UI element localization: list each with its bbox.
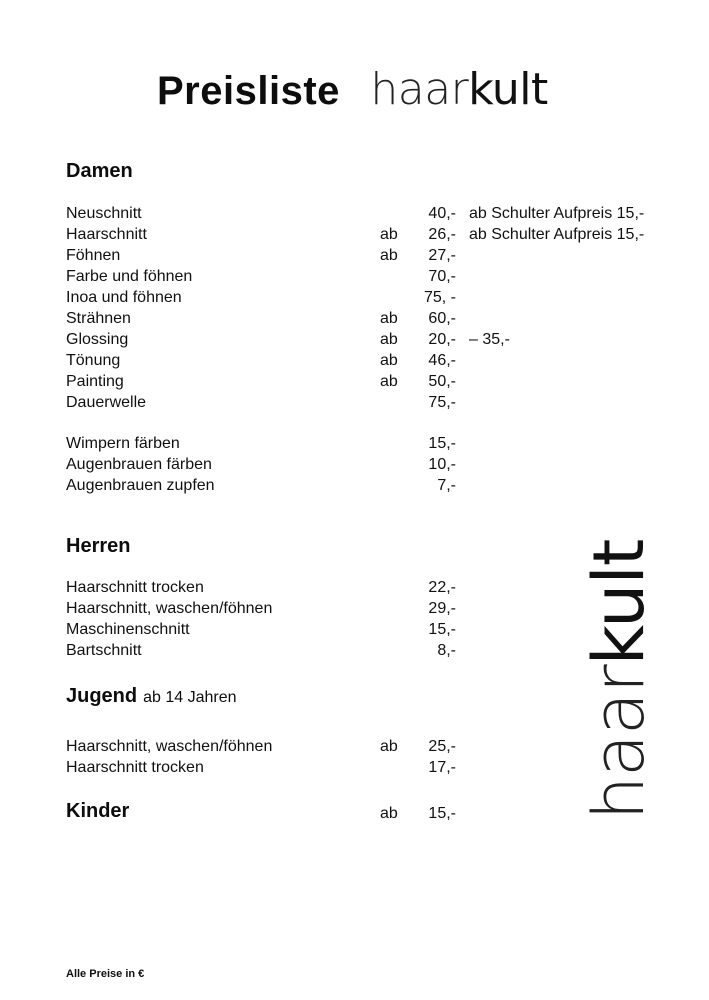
price-value: 25,- <box>428 738 456 755</box>
service-name: Glossing <box>66 331 129 348</box>
price-value: 26,- <box>428 226 456 243</box>
price-prefix: ab <box>380 331 398 348</box>
price-value: 8,- <box>437 642 456 659</box>
price-prefix: ab <box>380 226 398 243</box>
footer-note: Alle Preise in € <box>66 968 145 980</box>
page-header <box>157 64 548 115</box>
price-prefix: ab <box>380 352 398 369</box>
price-row <box>66 245 686 266</box>
service-name: Tönung <box>66 352 121 369</box>
price-value: 40,- <box>428 205 456 222</box>
price-row <box>66 308 686 329</box>
service-name: Augenbrauen zupfen <box>66 477 215 494</box>
price-value: 10,- <box>428 456 456 473</box>
section-title-kinder: Kinder <box>66 800 130 822</box>
price-note: ab Schulter Aufpreis 15,- <box>469 205 645 222</box>
price-value: 27,- <box>428 247 456 264</box>
service-name: Haarschnitt trocken <box>66 579 204 596</box>
section-title-herren: Herren <box>66 535 131 557</box>
section-title-damen: Damen <box>66 160 133 182</box>
price-row <box>66 371 686 392</box>
service-name: Inoa und föhnen <box>66 289 182 306</box>
price-row <box>66 475 686 496</box>
price-value: 17,- <box>428 759 456 776</box>
service-name: Farbe und föhnen <box>66 268 193 285</box>
price-prefix: ab <box>380 738 398 755</box>
price-value: 60,- <box>428 310 456 327</box>
service-name: Haarschnitt <box>66 226 147 243</box>
price-value: 22,- <box>428 579 456 596</box>
price-row <box>66 454 686 475</box>
price-row <box>66 203 686 224</box>
service-name: Augenbrauen färben <box>66 456 212 473</box>
price-value: 29,- <box>428 600 456 617</box>
price-row <box>66 329 686 350</box>
price-prefix: ab <box>380 247 398 264</box>
service-name: Strähnen <box>66 310 131 327</box>
price-value: 15,- <box>428 435 456 452</box>
price-row <box>66 224 686 245</box>
price-value: 15,- <box>428 805 456 822</box>
service-name: Painting <box>66 373 124 390</box>
price-row <box>66 392 686 413</box>
service-name: Maschinenschnitt <box>66 621 190 638</box>
section-subtitle-jugend: ab 14 Jahren <box>143 689 237 706</box>
price-value: 7,- <box>437 477 456 494</box>
price-note: ab Schulter Aufpreis 15,- <box>469 226 645 243</box>
vertical-brand-logo <box>578 539 660 821</box>
brand-logo <box>370 64 547 115</box>
price-prefix: ab <box>380 805 398 822</box>
vertical-brand-light: haar <box>578 665 660 821</box>
page-title: Preisliste <box>157 69 340 113</box>
price-prefix: ab <box>380 310 398 327</box>
price-row <box>66 266 686 287</box>
price-value: 75,- <box>428 394 456 411</box>
section-title-jugend <box>66 685 237 708</box>
service-name: Haarschnitt, waschen/föhnen <box>66 738 273 755</box>
service-name: Haarschnitt trocken <box>66 759 204 776</box>
price-value: 15,- <box>428 621 456 638</box>
price-prefix: ab <box>380 373 398 390</box>
service-name: Neuschnitt <box>66 205 142 222</box>
price-value: 75, - <box>423 289 456 306</box>
price-value: 46,- <box>428 352 456 369</box>
price-note: – 35,- <box>469 331 510 348</box>
price-value: 70,- <box>428 268 456 285</box>
service-name: Dauerwelle <box>66 394 147 411</box>
brand-logo-bold: kult <box>468 64 548 115</box>
service-name: Haarschnitt, waschen/föhnen <box>66 600 273 617</box>
price-row <box>66 433 686 454</box>
price-row <box>66 350 686 371</box>
brand-logo-light: haar <box>370 64 469 115</box>
price-value: 20,- <box>428 331 456 348</box>
service-name: Bartschnitt <box>66 642 142 659</box>
service-name: Wimpern färben <box>66 435 180 452</box>
price-value: 50,- <box>428 373 456 390</box>
section-title-jugend-label: Jugend <box>66 685 138 707</box>
service-name: Föhnen <box>66 247 121 264</box>
price-row <box>66 287 686 308</box>
vertical-brand-bold: kult <box>578 539 660 666</box>
